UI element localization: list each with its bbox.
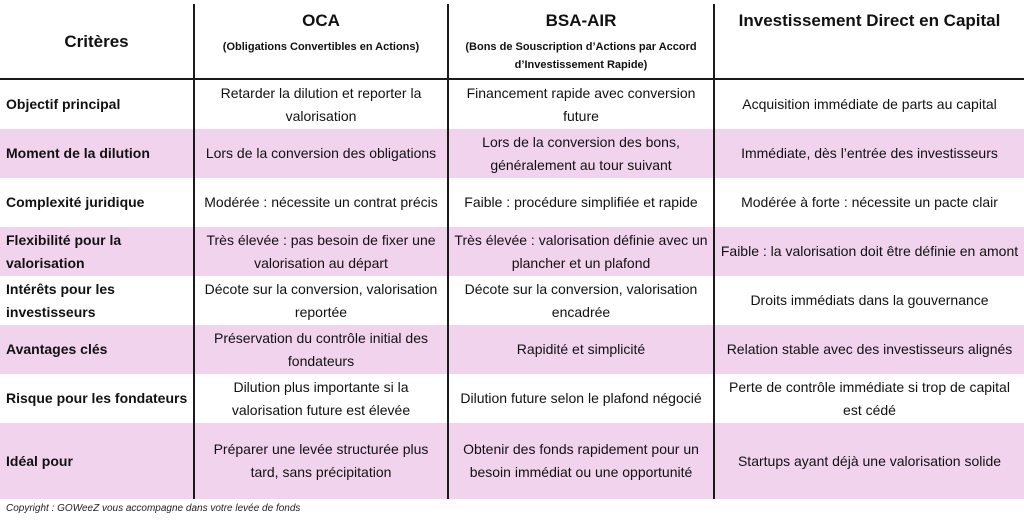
direct-cell: Modérée à forte : nécessite un pacte clair xyxy=(713,178,1024,227)
direct-cell: Perte de contrôle immédiate si trop de capital est cédé xyxy=(713,374,1024,423)
bsa-air-cell: Dilution future selon le plafond négocié xyxy=(447,374,713,423)
criterion-cell: Flexibilité pour la valorisation xyxy=(6,231,122,271)
table-row xyxy=(0,129,1024,178)
criterion-cell: Intérêts pour les investisseurs xyxy=(6,280,115,320)
bsa-air-cell: Obtenir des fonds rapidement pour un besoin immédiat ou une opportunité xyxy=(447,423,713,499)
table-row xyxy=(0,227,1024,276)
oca-cell: Très élevée : pas besoin de fixer une valorisation au départ xyxy=(193,227,447,276)
oca-cell: Lors de la conversion des obligations xyxy=(193,129,447,178)
table-row xyxy=(0,374,1024,423)
direct-cell: Faible : la valorisation doit être définie en amont xyxy=(713,227,1024,276)
table-row xyxy=(0,80,1024,129)
criterion-cell: Risque pour les fondateurs xyxy=(6,390,188,406)
criterion-cell: Idéal pour xyxy=(6,452,73,469)
table-row xyxy=(0,423,1024,499)
header-criteria: Critères xyxy=(64,31,129,51)
header-direct xyxy=(713,4,1024,78)
criterion-cell: Objectif principal xyxy=(6,96,121,112)
header-oca-title: OCA xyxy=(302,11,340,30)
oca-cell: Retarder la dilution et reporter la valorisation xyxy=(193,80,447,129)
criterion-cell: Complexité juridique xyxy=(6,194,145,210)
copyright-note: Copyright : GOWeeZ vous accompagne dans votre levée de fonds xyxy=(6,503,301,514)
header-bsa-air-title: BSA-AIR xyxy=(545,11,617,30)
oca-cell: Préservation du contrôle initial des fondateurs xyxy=(193,325,447,374)
bsa-air-cell: Faible : procédure simplifiée et rapide xyxy=(447,178,713,227)
criterion-cell: Avantages clés xyxy=(6,341,108,357)
bsa-air-cell: Lors de la conversion des bons, généralement au tour suivant xyxy=(447,129,713,178)
oca-cell: Modérée : nécessite un contrat précis xyxy=(193,178,447,227)
table-row xyxy=(0,276,1024,325)
direct-cell: Relation stable avec des investisseurs alignés xyxy=(713,325,1024,374)
header-bsa-air-subtitle: (Bons de Souscription d’Actions par Accord d’Investissement Rapide) xyxy=(465,41,697,71)
table-header-row xyxy=(0,4,1024,80)
header-direct-title: Investissement Direct en Capital xyxy=(738,11,1001,30)
table-row xyxy=(0,178,1024,227)
comparison-table xyxy=(0,4,1024,499)
direct-cell: Droits immédiats dans la gouvernance xyxy=(713,276,1024,325)
oca-cell: Dilution plus importante si la valorisation future est élevée xyxy=(193,374,447,423)
header-oca-subtitle: (Obligations Convertibles en Actions) xyxy=(222,41,420,53)
direct-cell: Startups ayant déjà une valorisation solide xyxy=(713,423,1024,499)
bsa-air-cell: Financement rapide avec conversion future xyxy=(447,80,713,129)
direct-cell: Immédiate, dès l’entrée des investisseurs xyxy=(713,129,1024,178)
bsa-air-cell: Très élevée : valorisation définie avec un plancher et un plafond xyxy=(447,227,713,276)
header-oca xyxy=(193,4,447,78)
bsa-air-cell: Rapidité et simplicité xyxy=(447,325,713,374)
bsa-air-cell: Décote sur la conversion, valorisation encadrée xyxy=(447,276,713,325)
criterion-cell: Moment de la dilution xyxy=(6,145,150,161)
table-row xyxy=(0,325,1024,374)
direct-cell: Acquisition immédiate de parts au capital xyxy=(713,80,1024,129)
header-bsa-air xyxy=(447,4,713,78)
oca-cell: Décote sur la conversion, valorisation reportée xyxy=(193,276,447,325)
oca-cell: Préparer une levée structurée plus tard, sans précipitation xyxy=(193,423,447,499)
